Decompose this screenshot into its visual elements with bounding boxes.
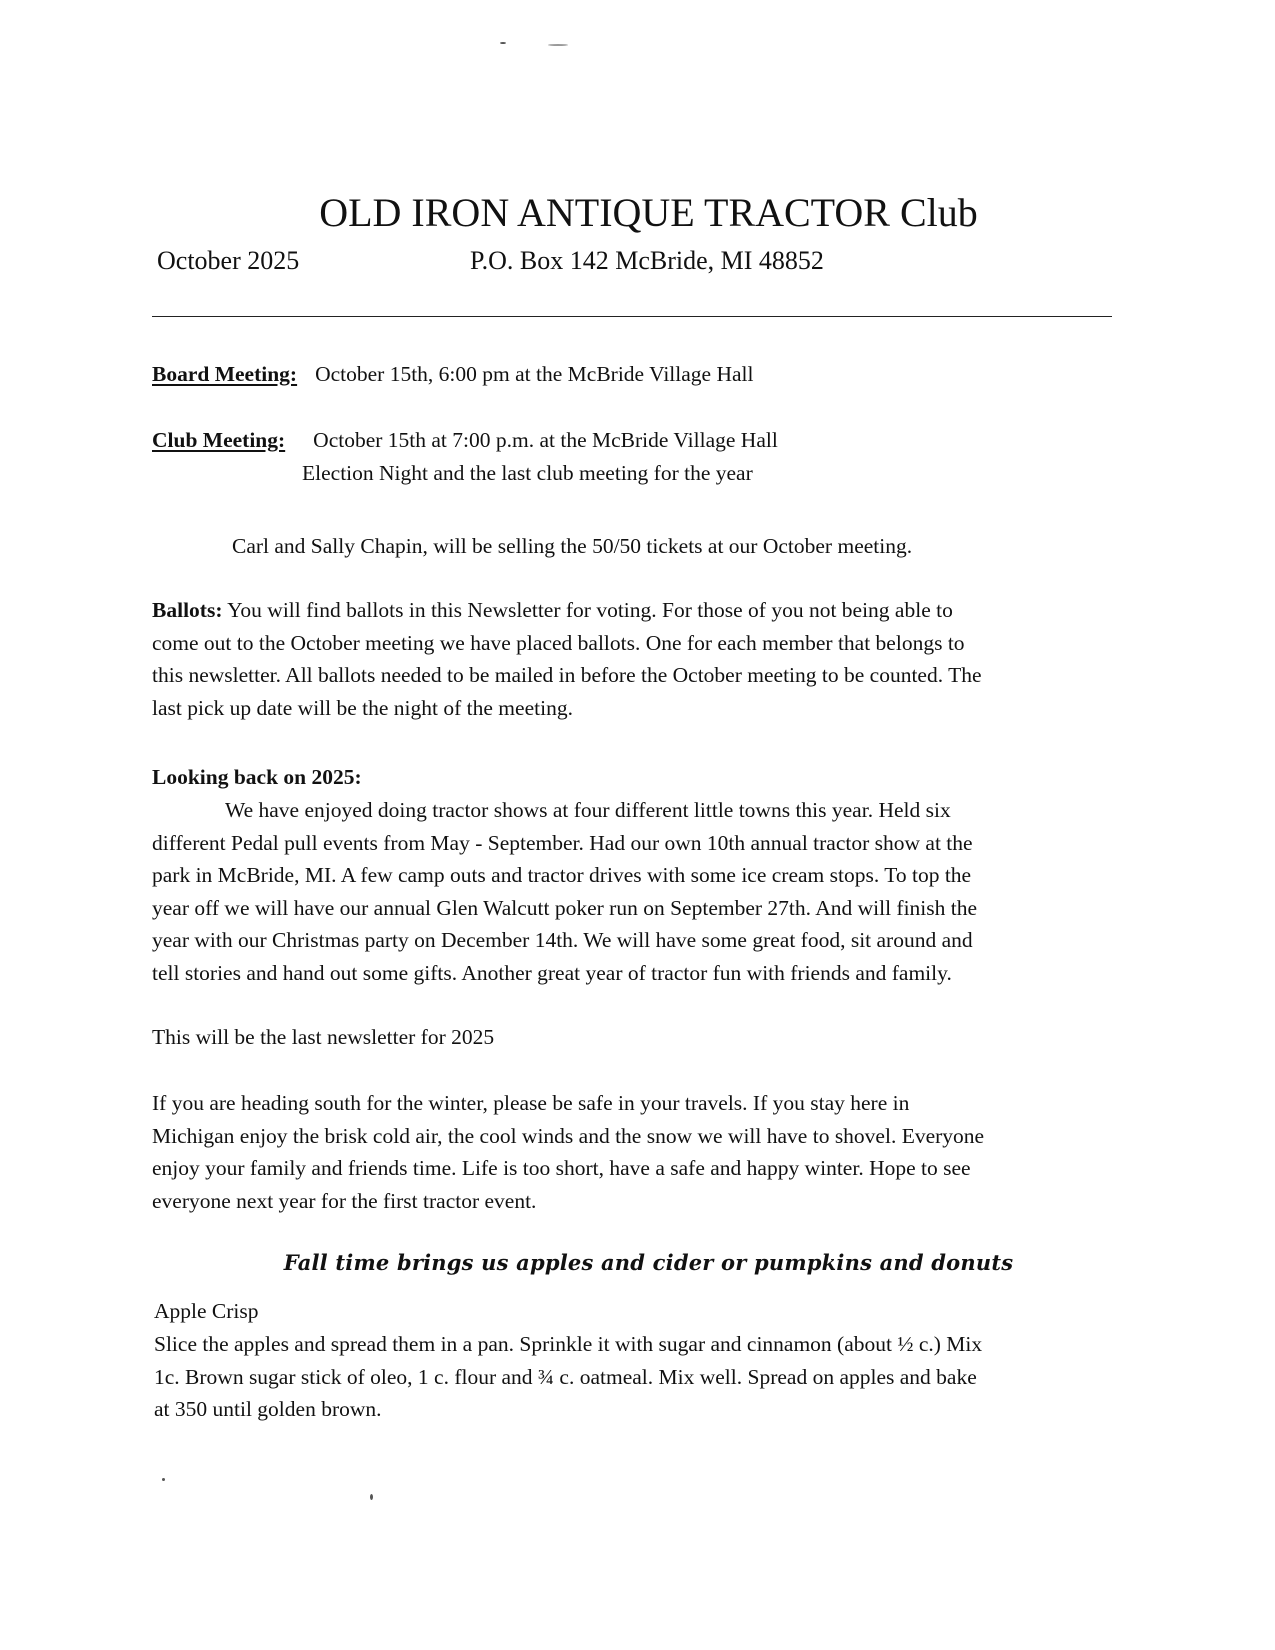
ballots-label: Ballots: [152,598,223,622]
looking-back-line: tell stories and hand out some gifts. Another great year of tractor fun with friends and family. [152,960,952,985]
scan-speck [548,44,568,46]
recipe-line: 1c. Brown sugar stick of oleo, 1 c. flour and ¾ c. oatmeal. Mix well. Spread on apples and bake [154,1364,977,1389]
last-newsletter-note: This will be the last newsletter for 2025 [152,1025,495,1049]
scan-speck [370,1494,373,1500]
winter-line: If you are heading south for the winter, please be safe in your travels. If you stay here in [152,1091,910,1115]
looking-back-line: park in McBride, MI. A few camp outs and tractor drives with some ice cream stops. To top the [152,863,972,887]
board-meeting [152,358,753,391]
winter-line: everyone next year for the first tractor event. [152,1188,537,1213]
recipe-title: Apple Crisp [154,1299,259,1323]
winter-line: Michigan enjoy the brisk cold air, the cool winds and the snow we will have to shovel. Everyone [152,1123,985,1148]
club-meeting-note: Election Night and the last club meeting for the year [302,461,753,485]
issue-date: October 2025 [157,246,300,275]
ballots-line: this newsletter. All ballots needed to be mailed in before the October meeting to be counted. The [152,663,982,687]
ballots-section [152,594,1122,724]
fall-banner: Fall time brings us apples and cider or pumpkins and donuts [283,1250,1014,1275]
club-meeting-label: Club Meeting: [152,428,286,452]
club-address: P.O. Box 142 McBride, MI 48852 [470,246,824,275]
looking-back-line: We have enjoyed doing tractor shows at four different little towns this year. Held six [225,798,951,822]
club-meeting [152,424,778,457]
scan-speck [162,1478,165,1481]
recipe-line: Slice the apples and spread them in a pan. Sprinkle it with sugar and cinnamon (about ½ c.) Mix [154,1332,983,1356]
header-divider [152,316,1112,317]
recipe-instructions [154,1328,1124,1426]
newsletter-title: OLD IRON ANTIQUE TRACTOR Club [319,190,978,235]
looking-back-line: year off we will have our annual Glen Walcutt poker run on September 27th. And will finish the [152,895,978,920]
recipe-line: at 350 until golden brown. [154,1397,382,1421]
winter-line: enjoy your family and friends time. Life is too short, have a safe and happy winter. Hope to see [152,1156,971,1180]
board-meeting-label: Board Meeting: [152,362,298,386]
ballots-line: You will find ballots in this Newsletter for voting. For those of you not being able to [227,598,953,622]
looking-back-section [152,794,1122,989]
ballots-line: come out to the October meeting we have placed ballots. One for each member that belongs to [152,630,965,655]
winter-section [152,1087,1122,1217]
tickets-note: Carl and Sally Chapin, will be selling the 50/50 tickets at our October meeting. [232,534,913,558]
looking-back-line: different Pedal pull events from May - September. Had our own 10th annual tractor show at the [152,830,973,855]
scan-speck [500,42,506,44]
looking-back-line: year with our Christmas party on December 14th. We will have some great food, sit around and [152,928,973,952]
club-meeting-text: October 15th at 7:00 p.m. at the McBride Village Hall [313,428,778,452]
ballots-line: last pick up date will be the night of the meeting. [152,695,573,720]
board-meeting-text: October 15th, 6:00 pm at the McBride Village Hall [315,362,754,386]
looking-back-heading: Looking back on 2025: [152,765,362,789]
